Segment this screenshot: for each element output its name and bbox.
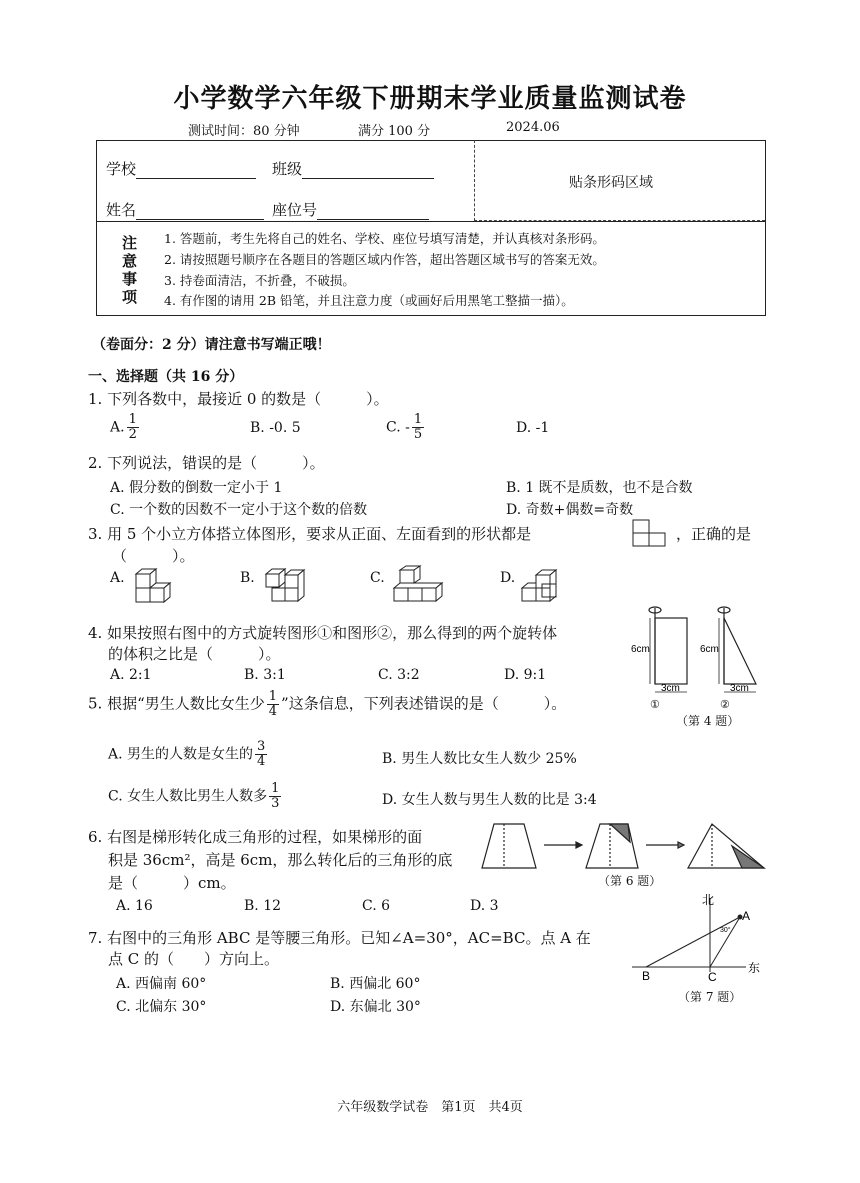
q5-option-d[interactable]: D. 女生人数与男生人数的比是 3:4 [382, 792, 597, 808]
class-label: 班级 [272, 158, 434, 179]
q4-option-c[interactable]: C. 3:2 [378, 667, 420, 683]
q3-cubes-a-icon [134, 568, 182, 606]
q4-stem-line1: 4. 如果按照右图中的方式旋转图形①和图形②，那么得到的两个旋转体 [88, 624, 558, 642]
q6-option-a[interactable]: A. 16 [116, 898, 153, 914]
q7-option-a[interactable]: A. 西偏南 60° [116, 976, 207, 992]
q2-stem: 2. 下列说法，错误的是（ ）。 [88, 454, 325, 472]
q5-option-a[interactable]: A. 男生的人数是女生的 $\frac{3}{4}$ [108, 739, 266, 769]
q4-option-b[interactable]: B. 3:1 [244, 667, 286, 683]
q6-option-c[interactable]: C. 6 [362, 898, 391, 914]
notice-3: 3. 持卷面清洁，不折叠，不破损。 [164, 273, 355, 288]
q3-stem: 3. 用 5 个小立方体搭立体图形，要求从正面、左面看到的形状都是 [88, 525, 532, 543]
q1-option-d[interactable]: D. -1 [516, 420, 550, 436]
school-field[interactable] [136, 162, 256, 179]
q7-option-c[interactable]: C. 北偏东 30° [116, 999, 207, 1015]
q1-option-c[interactable]: C. - $\frac{1}{5}$ [386, 412, 423, 442]
q3-view-shape [632, 519, 668, 549]
class-field[interactable] [302, 162, 434, 179]
q2-option-a[interactable]: A. 假分数的倒数一定小于 1 [110, 480, 283, 496]
notice-4: 4. 有作图的请用 2B 铅笔，并且注意力度（或画好后用黑笔工整描一描）。 [164, 293, 574, 308]
q3-option-a[interactable]: A. [110, 570, 125, 586]
q6-option-b[interactable]: B. 12 [244, 898, 282, 914]
q5-stem: 5. 根据“男生人数比女生少 $\frac{1}{4}$ ”这条信息，下列表述错误的是（ ）。 [88, 689, 567, 719]
seat-field[interactable] [317, 203, 429, 220]
q2-option-d[interactable]: D. 奇数+偶数=奇数 [506, 502, 634, 518]
q7-stem-line2: 点 C 的（ ）方向上。 [108, 950, 280, 968]
q7-point-c: C [708, 970, 717, 984]
q7-stem-line1: 7. 右图中的三角形 ABC 是等腰三角形。已知∠A=30°，AC=BC。点 A 在 [88, 929, 591, 947]
divider [96, 221, 766, 222]
q1-stem: 1. 下列各数中，最接近 0 的数是（ ）。 [88, 390, 389, 408]
q4-mark-2: ② [720, 698, 730, 711]
q6-caption: （第 6 题） [598, 874, 662, 888]
q7-option-d[interactable]: D. 东偏北 30° [330, 999, 421, 1015]
q6-stem-line3: 是（ ）cm。 [108, 874, 236, 892]
q3-option-c[interactable]: C. [370, 570, 385, 586]
q3-cubes-c-icon [392, 566, 450, 606]
neatness-note: （卷面分：2 分）请注意书写端正哦！ [92, 337, 331, 353]
q5-option-b[interactable]: B. 男生人数比女生人数少 25% [382, 751, 577, 767]
q4-width-1: 3cm [661, 683, 680, 694]
q7-option-b[interactable]: B. 西偏北 60° [330, 976, 421, 992]
q7-angle-label: 30° [720, 927, 731, 934]
q4-option-a[interactable]: A. 2:1 [110, 667, 152, 683]
q4-caption: （第 4 题） [676, 714, 740, 728]
q3-paren: （ ）。 [112, 547, 195, 565]
q4-height-2: 6cm [700, 644, 719, 655]
barcode-label: 贴条形码区域 [569, 175, 653, 191]
section-heading: 一、选择题（共 16 分） [88, 369, 244, 385]
notice-1: 1. 答题前，考生先将自己的姓名、学校、座位号填写清楚，并认真核对条形码。 [164, 231, 605, 246]
name-label: 姓名 [106, 199, 264, 220]
q4-height-1: 6cm [631, 644, 650, 655]
exam-time: 测试时间：80 分钟 [188, 124, 300, 139]
q2-option-b[interactable]: B. 1 既不是质数，也不是合数 [506, 480, 693, 496]
q7-point-a: A [742, 909, 751, 923]
exam-date: 2024.06 [506, 120, 560, 135]
notice-2: 2. 请按照题号顺序在各题目的答题区域内作答，超出答题区域书写的答案无效。 [164, 252, 605, 267]
notice-label: 注 意 事 项 [122, 234, 138, 306]
q5-option-c[interactable]: C. 女生人数比男生人数多 $\frac{1}{3}$ [108, 781, 280, 811]
q4-figure [628, 600, 778, 718]
q6-figure [480, 820, 770, 872]
q7-east-label: 东 [748, 961, 761, 975]
q1-option-b[interactable]: B. -0. 5 [250, 420, 301, 436]
full-score: 满分 100 分 [358, 124, 431, 139]
page-footer: 六年级数学试卷 第1页 共4页 [337, 1100, 523, 1115]
q7-figure [628, 892, 768, 982]
q4-stem-line2: 的体积之比是（ ）。 [108, 645, 281, 663]
q7-caption: （第 7 题） [678, 990, 742, 1004]
q4-mark-1: ① [650, 698, 660, 711]
school-label: 学校 [106, 158, 256, 179]
q7-point-b: B [642, 969, 651, 983]
q6-stem-line1: 6. 右图是梯形转化成三角形的过程，如果梯形的面 [88, 828, 423, 846]
q4-option-d[interactable]: D. 9:1 [504, 667, 547, 683]
q3-cubes-d-icon [520, 566, 570, 606]
seat-label: 座位号 [272, 199, 429, 220]
q3-cubes-b-icon [262, 566, 310, 606]
q3-stem-tail: ，正确的是 [676, 525, 752, 543]
q3-option-d[interactable]: D. [500, 570, 516, 586]
q2-option-c[interactable]: C. 一个数的因数不一定小于这个数的倍数 [110, 502, 368, 518]
name-field[interactable] [136, 203, 264, 220]
q3-option-b[interactable]: B. [240, 570, 255, 586]
q1-option-a[interactable]: A. $\frac{1}{2}$ [110, 412, 137, 442]
q6-stem-line2: 积是 36cm²，高是 6cm，那么转化后的三角形的底 [108, 851, 453, 869]
q4-width-2: 3cm [730, 683, 749, 694]
q7-north-label: 北 [702, 893, 715, 907]
q6-option-d[interactable]: D. 3 [470, 898, 499, 914]
page-title: 小学数学六年级下册期末学业质量监测试卷 [173, 84, 687, 114]
